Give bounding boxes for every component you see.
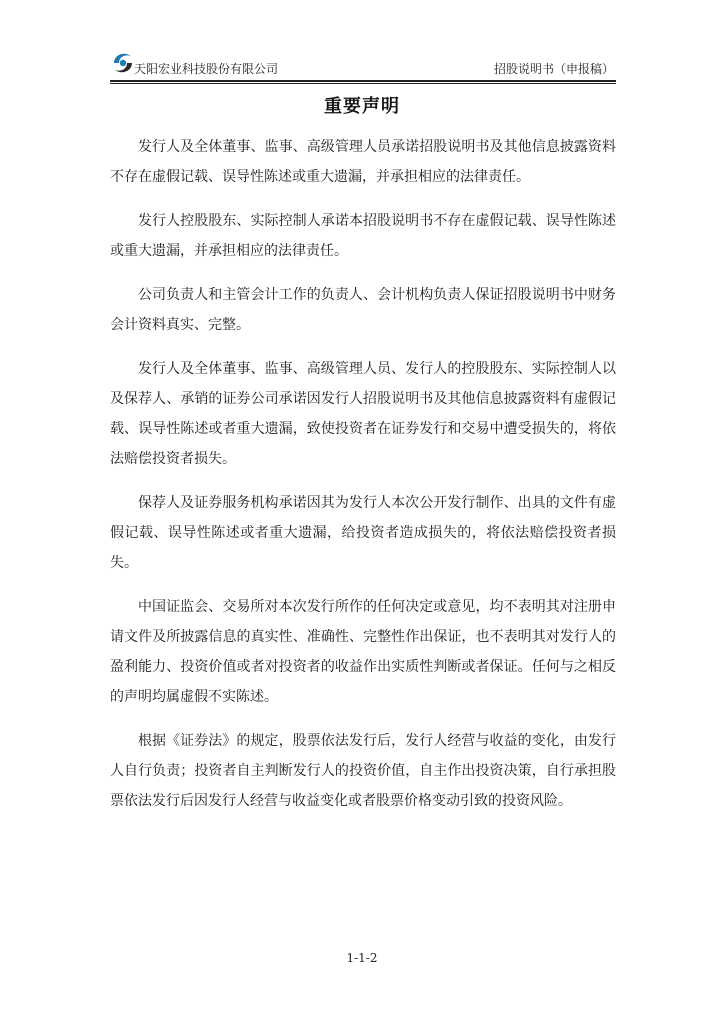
header-rule-thin	[110, 83, 616, 84]
page-header	[110, 50, 616, 78]
page-number: 1-1-2	[346, 951, 378, 965]
company-logo-icon	[110, 50, 136, 76]
document-type: 招股说明书（申报稿）	[493, 62, 614, 76]
declaration-body	[110, 132, 616, 830]
paragraph: 中国证监会、交易所对本次发行所作的任何决定或意见，均不表明其对注册申请文件及所披露信息的真实性、准确性、完整性作出保证，也不表明其对发行人的盈利能力、投资价值或者对投资者的收益作出实质性判断或者保证。任何与之相反的声明均属虚假不实陈述。	[110, 599, 616, 705]
paragraph: 公司负责人和主管会计工作的负责人、会计机构负责人保证招股说明书中财务会计资料真实、完整。	[110, 287, 616, 333]
paragraph: 发行人及全体董事、监事、高级管理人员承诺招股说明书及其他信息披露资料不存在虚假记载、误导性陈述或重大遗漏，并承担相应的法律责任。	[110, 139, 616, 185]
header-rule-thick	[110, 80, 616, 82]
paragraph: 发行人控股股东、实际控制人承诺本招股说明书不存在虚假记载、误导性陈述或重大遗漏，并承担相应的法律责任。	[110, 213, 616, 259]
page-title: 重要声明	[324, 96, 400, 117]
paragraph: 保荐人及证券服务机构承诺因其为发行人本次公开发行制作、出具的文件有虚假记载、误导性陈述或者重大遗漏，给投资者造成损失的，将依法赔偿投资者损失。	[110, 495, 616, 571]
paragraph: 根据《证券法》的规定，股票依法发行后，发行人经营与收益的变化，由发行人自行负责；投资者自主判断发行人的投资价值，自主作出投资决策，自行承担股票依法发行后因发行人经营与收益变化或者股票价格变动引致的投资风险。	[110, 733, 616, 809]
company-name: 天阳宏业科技股份有限公司	[134, 62, 279, 76]
paragraph: 发行人及全体董事、监事、高级管理人员、发行人的控股股东、实际控制人以及保荐人、承销的证券公司承诺因发行人招股说明书及其他信息披露资料有虚假记载、误导性陈述或者重大遗漏，致使投资者在证券发行和交易中遭受损失的，将依法赔偿投资者损失。	[110, 361, 616, 467]
